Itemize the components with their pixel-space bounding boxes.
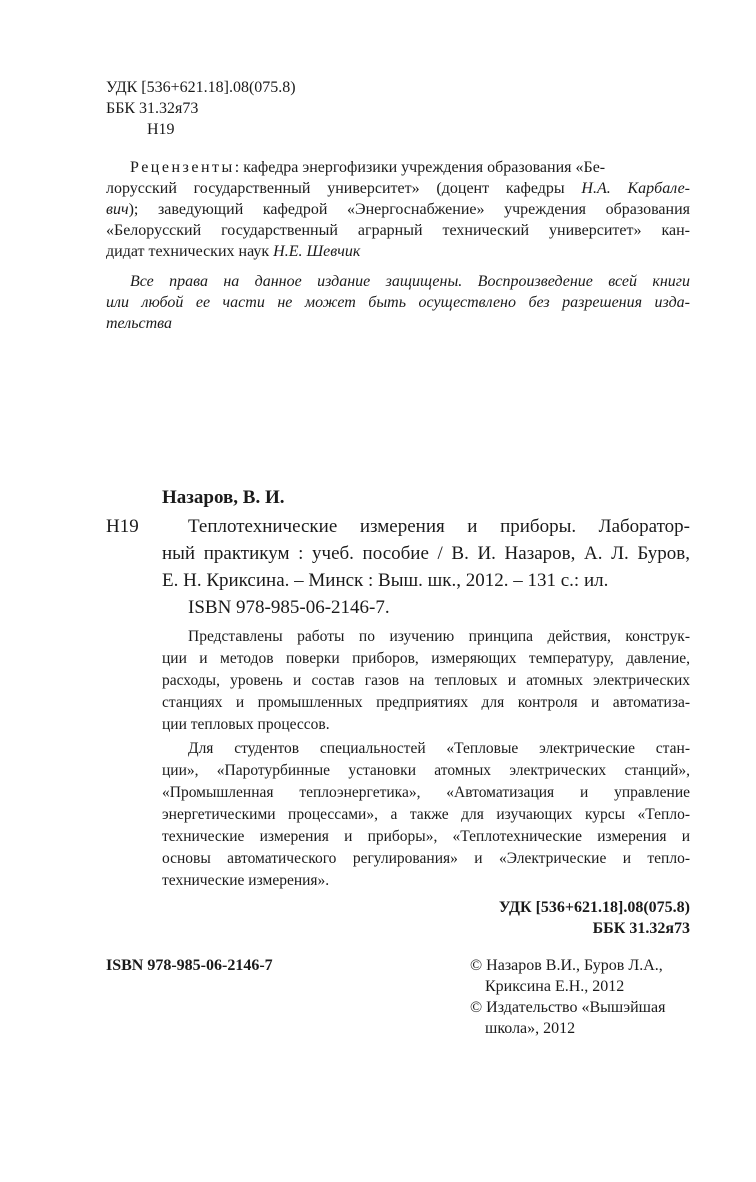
annotation-p2-line: «Промышленная теплоэнергетика», «Автоматизация и управление: [162, 784, 690, 801]
annotation-p1-line: ции и методов поверки приборов, измеряющих температуру, давление,: [162, 650, 690, 667]
footer-bbk: ББК 31.32я73: [592, 920, 690, 937]
annotation-p2-line: ции», «Паротурбинные установки атомных электрических станций»,: [162, 762, 690, 779]
reviewers-line-5: [106, 242, 360, 262]
footer-isbn: ISBN 978-985-06-2146-7: [106, 957, 273, 974]
rights-line-3: тельства: [106, 315, 173, 332]
reviewer-name: вич: [106, 201, 129, 218]
annotation-p2-line: основы автоматического регулирования» и «Электрические и тепло-: [162, 850, 690, 867]
footer-udk: УДК [536+621.18].08(075.8): [498, 899, 690, 916]
rights-line-1: Все права на данное издание защищены. Воспроизведение всей книги: [130, 273, 690, 290]
annotation-p2-line: энергетическими процессами», а также для изучающих курсы «Тепло-: [162, 806, 690, 823]
catalog-author: Назаров, В. И.: [162, 487, 285, 508]
catalog-line-1: Теплотехнические измерения и приборы. Лаборатор-: [188, 516, 690, 537]
udk-code: УДК [536+621.18].08(075.8): [106, 79, 296, 96]
catalog-line-2: ный практикум : учеб. пособие / В. И. Назаров, А. Л. Буров,: [162, 543, 690, 564]
reviewers-line-3: [106, 200, 690, 220]
catalog-isbn: ISBN 978-985-06-2146-7.: [188, 597, 390, 618]
annotation-p2-line: технические измерения и приборы», «Теплотехнические измерения и: [162, 828, 690, 845]
annotation-p1-line: станциях и промышленных предприятиях для контроля и автоматиза-: [162, 694, 690, 711]
annotation-p2-line: технические измерения».: [162, 872, 330, 889]
bbk-code: ББК 31.32я73: [106, 100, 199, 117]
author-code: Н19: [147, 121, 175, 138]
annotation-p2-line: Для студентов специальностей «Тепловые электрические стан-: [188, 740, 690, 757]
reviewers-text: дидат технических наук: [106, 243, 274, 260]
reviewers-line-4: «Белорусский государственный аграрный технический университет» кан-: [106, 222, 690, 239]
rights-line-2: или любой ее части не может быть осуществлено без разрешения изда-: [106, 294, 690, 311]
reviewers-text: ); заведующий кафедрой «Энергоснабжение» учреждения образования: [128, 201, 690, 218]
reviewer-name: Н.Е. Шевчик: [273, 243, 361, 260]
annotation-p1-line: Представлены работы по изучению принципа действия, конструк-: [188, 628, 690, 645]
annotation-p1-line: расходы, уровень и состав газов на тепловых и атомных электрических: [162, 672, 690, 689]
copyright-publisher-cont: школа», 2012: [485, 1020, 576, 1037]
catalog-line-3: Е. Н. Криксина. – Минск : Выш. шк., 2012. – 131 с.: ил.: [162, 570, 609, 591]
reviewer-name: Н.А. Карбале-: [581, 180, 690, 197]
catalog-code: Н19: [106, 516, 139, 537]
reviewers-line-2: [106, 179, 690, 199]
copyright-authors-cont: Криксина Е.Н., 2012: [485, 978, 625, 995]
annotation-p1-line: ции тепловых процессов.: [162, 716, 330, 733]
copyright-authors: © Назаров В.И., Буров Л.А.,: [470, 957, 663, 974]
reviewers-text: : кафедра энергофизики учреждения образования «Бе-: [234, 159, 606, 176]
reviewers-label: Рецензенты: [130, 159, 235, 176]
copyright-publisher: © Издательство «Вышэйшая: [470, 999, 666, 1016]
reviewers-line-1: [130, 158, 690, 178]
reviewers-text: лорусский государственный университет» (доцент кафедры: [106, 180, 582, 197]
